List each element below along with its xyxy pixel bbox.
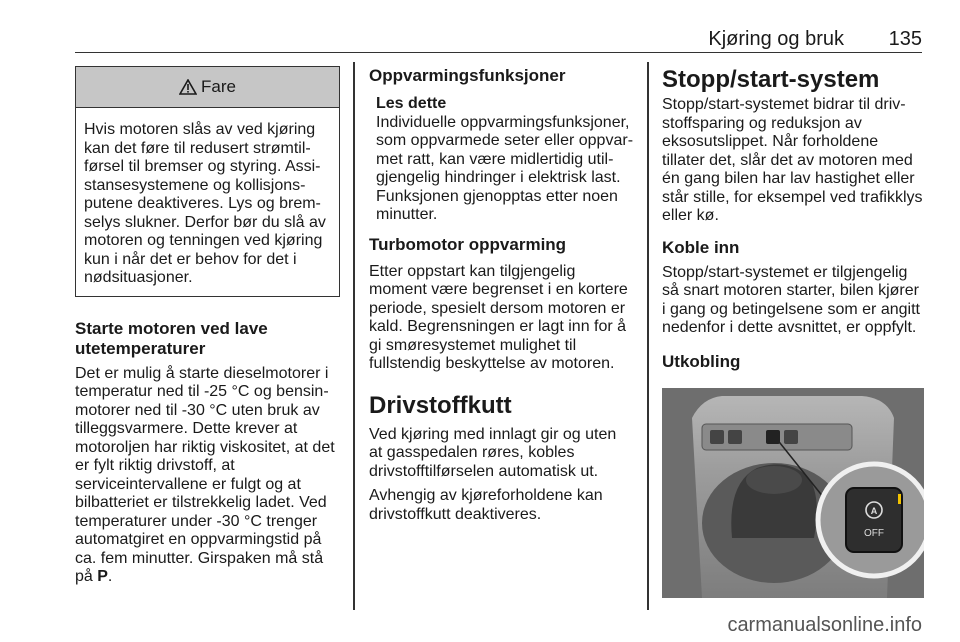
- page-number: 135: [888, 28, 922, 50]
- note-box: [369, 95, 633, 225]
- warning-triangle-icon: [179, 79, 197, 95]
- danger-box-header: [76, 67, 339, 108]
- off-button-label: OFF: [864, 527, 884, 539]
- stop-start-heading: Stopp/start-system: [662, 66, 880, 93]
- fuel-cut-text-1: Ved kjøring med innlagt gir og uten at gasspedalen røres, kobles drivstofftilførselen automatisk ut.: [369, 425, 617, 480]
- section-title: Kjøring og bruk: [708, 28, 844, 50]
- page-header: [75, 22, 922, 53]
- turbo-heading: Turbomotor oppvarming: [369, 234, 567, 254]
- column-middle: [369, 66, 633, 524]
- enable-text: Stopp/start-systemet er tilgjengelig så snart motoren starter, bilen kjører i gang og betingelsene som er angitt nedenfor i dette avsnittet, er oppfylt.: [662, 263, 920, 336]
- turbo-text: Etter oppstart kan tilgjengelig moment være begrenset i en kortere periode, spesielt dersom motoren er kald. Begrensningen er lagt inn for å gi smøresystemet mulighet til fullstendig beskyttelse av motoren.: [369, 262, 628, 372]
- column-right: [662, 66, 924, 598]
- column-divider: [647, 62, 649, 610]
- cold-start-heading: Starte motoren ved lave utetemperaturer: [75, 318, 268, 358]
- disable-heading: Utkobling: [662, 351, 741, 371]
- warmup-heading: Oppvarmingsfunksjoner: [369, 66, 566, 85]
- stop-start-text: Stopp/start-systemet bidrar til drivstoffsparing og reduksjon av eksosutslippet. Når forholdene tillater det, slår det av motoren med én gang bilen har lav hastighet eller står stille, for eksempel ved trafikklys eller kø.: [662, 96, 923, 224]
- enable-heading: Koble inn: [662, 237, 740, 257]
- danger-box: [75, 66, 340, 297]
- column-divider: [353, 62, 355, 610]
- danger-label: Fare: [201, 76, 236, 96]
- console-photo: [662, 388, 924, 598]
- cold-start-text: Det er mulig å starte dieselmotorer i temperatur ned til -25 °C og bensinmotorer ned til -30 °C uten bruk av tilleggsvarmere. Dette krever at motoroljen har riktig viskositet, at det er fylt riktig drivstoff, at serviceintervallene er fulgt og at bilbatteriet er tilstrekkelig ladet. Ved temperaturer under -30 °C trenger automatgiret en oppvarmingstid på ca. fem minutter. Girspaken må stå på P.: [75, 364, 335, 585]
- column-left: [75, 66, 340, 587]
- fuel-cut-text-2: Avhengig av kjøreforholdene kan drivstoffkutt deaktiveres.: [369, 487, 603, 523]
- note-label: Les dette: [376, 95, 447, 112]
- fuel-cut-heading: Drivstoffkutt: [369, 391, 512, 419]
- note-text: Individuelle oppvarmingsfunksjoner, som oppvarmede seter eller oppvarmet ratt, kan være midlertidig utilgjengelig hindringer i elektrisk last. Funksjonen gjenopptas etter noen minutter.: [376, 113, 634, 223]
- danger-text: Hvis motoren slås av ved kjøring kan det føre til redusert strømtilførsel til bremser og styring. Assistansesystemene og kollisjonsputene deaktiveres. Lys og bremselys slukner. Derfor bør du slå av motoren og tenningen ved kjøring kun i når det er behov for det i nødsituasjoner.: [84, 121, 326, 286]
- watermark: carmanualsonline.info: [727, 614, 922, 636]
- svg-text:A: A: [870, 505, 878, 516]
- console-illustration: [662, 388, 924, 598]
- gear-p: P: [97, 568, 108, 585]
